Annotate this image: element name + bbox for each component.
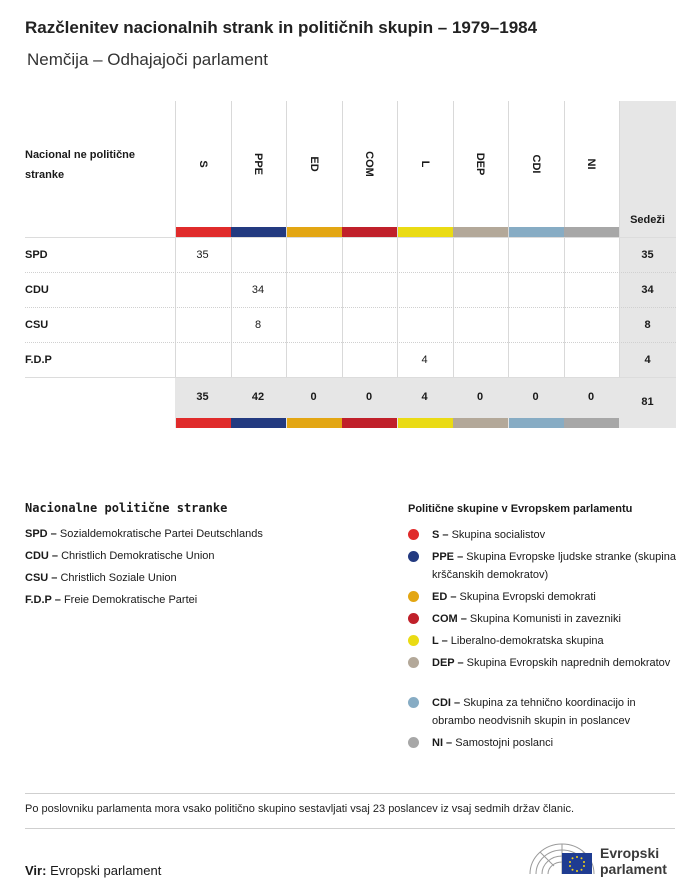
group-header-ppe (231, 141, 286, 241)
column-total: 42 (251, 391, 265, 403)
group-color-bar (342, 418, 397, 428)
group-legend-text (432, 694, 678, 730)
party-code: CSU (25, 572, 49, 584)
group-legend-text (432, 610, 678, 628)
seats-column-background (619, 101, 676, 428)
group-color-bar (231, 418, 286, 428)
row-divider (25, 272, 676, 273)
groups-legend-title: Politične skupine v Evropskem parlamentu (408, 503, 633, 515)
group-header-dep (453, 141, 508, 241)
national-legend-title: Nacionalne politične stranke (25, 501, 228, 515)
group-name: Skupina Evropskih naprednih demokratov (466, 657, 671, 669)
national-legend-item (25, 594, 197, 606)
party-code: CDU (25, 550, 49, 562)
group-color-bar (564, 227, 619, 237)
group-color-bar (509, 418, 564, 428)
group-header-label: NI (585, 158, 597, 170)
group-color-bar (287, 227, 342, 237)
party-name: Christlich Soziale Union (60, 572, 177, 584)
group-header-label: L (418, 160, 431, 168)
column-total: 35 (196, 391, 209, 403)
party-name: Sozialdemokratische Partei Deutschlands (59, 528, 263, 540)
footnote: Po poslovniku parlamenta mora vsako politično skupino sestavljati vsaj 23 poslancev iz vsaj sedmih držav članic. (25, 803, 575, 815)
group-header-label: ED (307, 156, 320, 172)
group-name: Skupina socialistov (451, 529, 546, 541)
page-subtitle: Nemčija – Odhajajoči parlament (27, 50, 268, 69)
national-legend-item (25, 572, 177, 584)
group-color-bar (398, 227, 453, 237)
group-header-com (342, 141, 397, 241)
party-row-label: CSU (25, 319, 49, 331)
group-color-bar (453, 418, 508, 428)
dash: – (48, 550, 62, 562)
source-line (25, 863, 161, 878)
group-color-bar (231, 227, 286, 237)
group-name: Skupina Evropske ljudske stranke (skupina krščanskih demokratov) (432, 551, 676, 581)
row-divider (25, 307, 676, 308)
group-legend-text (432, 526, 678, 544)
group-code: PPE (432, 551, 455, 563)
logo-line-1: Evropski (600, 845, 660, 861)
row-total: 34 (641, 284, 654, 296)
group-legend-item (408, 694, 678, 730)
national-legend-item (25, 528, 263, 540)
group-color-bar (176, 418, 231, 428)
group-legend-text (432, 734, 678, 752)
group-name: Liberalno-demokratska skupina (450, 635, 604, 647)
group-color-dot (408, 737, 419, 748)
column-total: 0 (476, 391, 484, 403)
group-legend-text (432, 588, 678, 606)
group-code: S (432, 529, 440, 541)
group-code: ED (432, 591, 448, 603)
group-legend-item (408, 588, 678, 606)
dash: – (457, 613, 470, 625)
group-color-bar (453, 227, 508, 237)
row-divider (25, 342, 676, 343)
dash: – (48, 572, 61, 584)
group-legend-text (432, 632, 678, 650)
group-code: NI (432, 737, 443, 749)
column-total: 0 (587, 391, 595, 403)
source-value: Evropski parlament (50, 863, 162, 878)
group-color-bar (398, 418, 453, 428)
logo-wordmark (600, 845, 667, 877)
page-title: Razčlenitev nacionalnih strank in političnih skupin – 1979–1984 (25, 18, 538, 37)
column-total: 0 (310, 391, 317, 403)
group-color-dot (408, 657, 419, 668)
group-name: Skupina Komunisti in zavezniki (469, 613, 621, 625)
column-total: 4 (421, 391, 428, 403)
group-header-l (397, 141, 452, 241)
dash: – (439, 529, 452, 541)
group-color-dot (408, 697, 419, 708)
column-divider (619, 101, 620, 378)
group-code: COM (432, 613, 458, 625)
group-legend-item (408, 654, 678, 672)
group-color-dot (408, 613, 419, 624)
column-total: 0 (365, 391, 373, 403)
column-total: 0 (532, 391, 539, 403)
group-header-ed (286, 141, 341, 241)
group-header-label: CDI (529, 154, 542, 174)
dash: – (443, 737, 456, 749)
party-name: Freie Demokratische Partei (63, 594, 198, 606)
group-code: CDI (432, 697, 451, 709)
group-color-dot (408, 551, 419, 562)
seats-header: Sedeži (630, 214, 665, 226)
group-header-label: PPE (252, 152, 264, 176)
table-cell: 8 (254, 319, 262, 331)
grand-total: 81 (641, 396, 654, 408)
divider (25, 828, 675, 829)
table-cell: 35 (196, 249, 209, 261)
party-code: SPD (25, 528, 48, 540)
party-name: Christlich Demokratische Union (61, 550, 215, 562)
source-label: Vir: (25, 863, 47, 878)
dash: – (454, 551, 467, 563)
group-color-dot (408, 529, 419, 540)
group-color-bar (287, 418, 342, 428)
row-total: 8 (644, 319, 651, 331)
dash: – (47, 528, 60, 540)
group-color-bar (342, 227, 397, 237)
group-legend-item (408, 548, 678, 584)
table-cell: 4 (421, 354, 428, 366)
group-header-cdi (508, 141, 563, 241)
group-legend-item (408, 632, 678, 650)
dash: – (450, 697, 464, 709)
dash: – (447, 591, 460, 603)
party-row-label: SPD (25, 249, 48, 261)
group-legend-item (408, 734, 678, 752)
table-cell: 34 (251, 284, 265, 296)
group-header-ni (564, 141, 619, 241)
group-legend-text (432, 548, 678, 584)
group-color-dot (408, 591, 419, 602)
group-code: L (432, 635, 439, 647)
group-code: DEP (432, 657, 455, 669)
dash: – (438, 635, 451, 647)
group-header-s (175, 141, 230, 241)
group-header-label: DEP (474, 152, 486, 176)
dash: – (454, 657, 467, 669)
group-name: Samostojni poslanci (455, 737, 554, 749)
dash: – (51, 594, 64, 606)
logo-line-2: parlament (600, 861, 667, 877)
seat-distribution-table (25, 101, 676, 429)
national-legend-item (25, 550, 215, 562)
group-header-label: COM (363, 151, 375, 177)
group-legend-item (408, 610, 678, 628)
party-code: F.D.P (25, 594, 52, 606)
group-name: Skupina za tehnično koordinacijo in obrambo neodvisnih skupin in poslancev (432, 697, 636, 727)
row-total: 4 (644, 354, 651, 366)
group-color-bar (564, 418, 619, 428)
party-row-label: F.D.P (25, 354, 52, 366)
group-header-label: S (196, 160, 209, 168)
group-color-bar (509, 227, 564, 237)
divider (25, 793, 675, 794)
row-total: 35 (641, 249, 654, 261)
group-color-bar (176, 227, 231, 237)
group-legend-text (432, 654, 678, 672)
group-color-dot (408, 635, 419, 646)
party-row-label: CDU (25, 284, 49, 296)
national-parties-header: Nacional ne politične stranke (25, 149, 136, 181)
row-divider (25, 377, 676, 378)
group-name: Skupina Evropski demokrati (459, 591, 596, 603)
group-legend-item (408, 526, 678, 544)
